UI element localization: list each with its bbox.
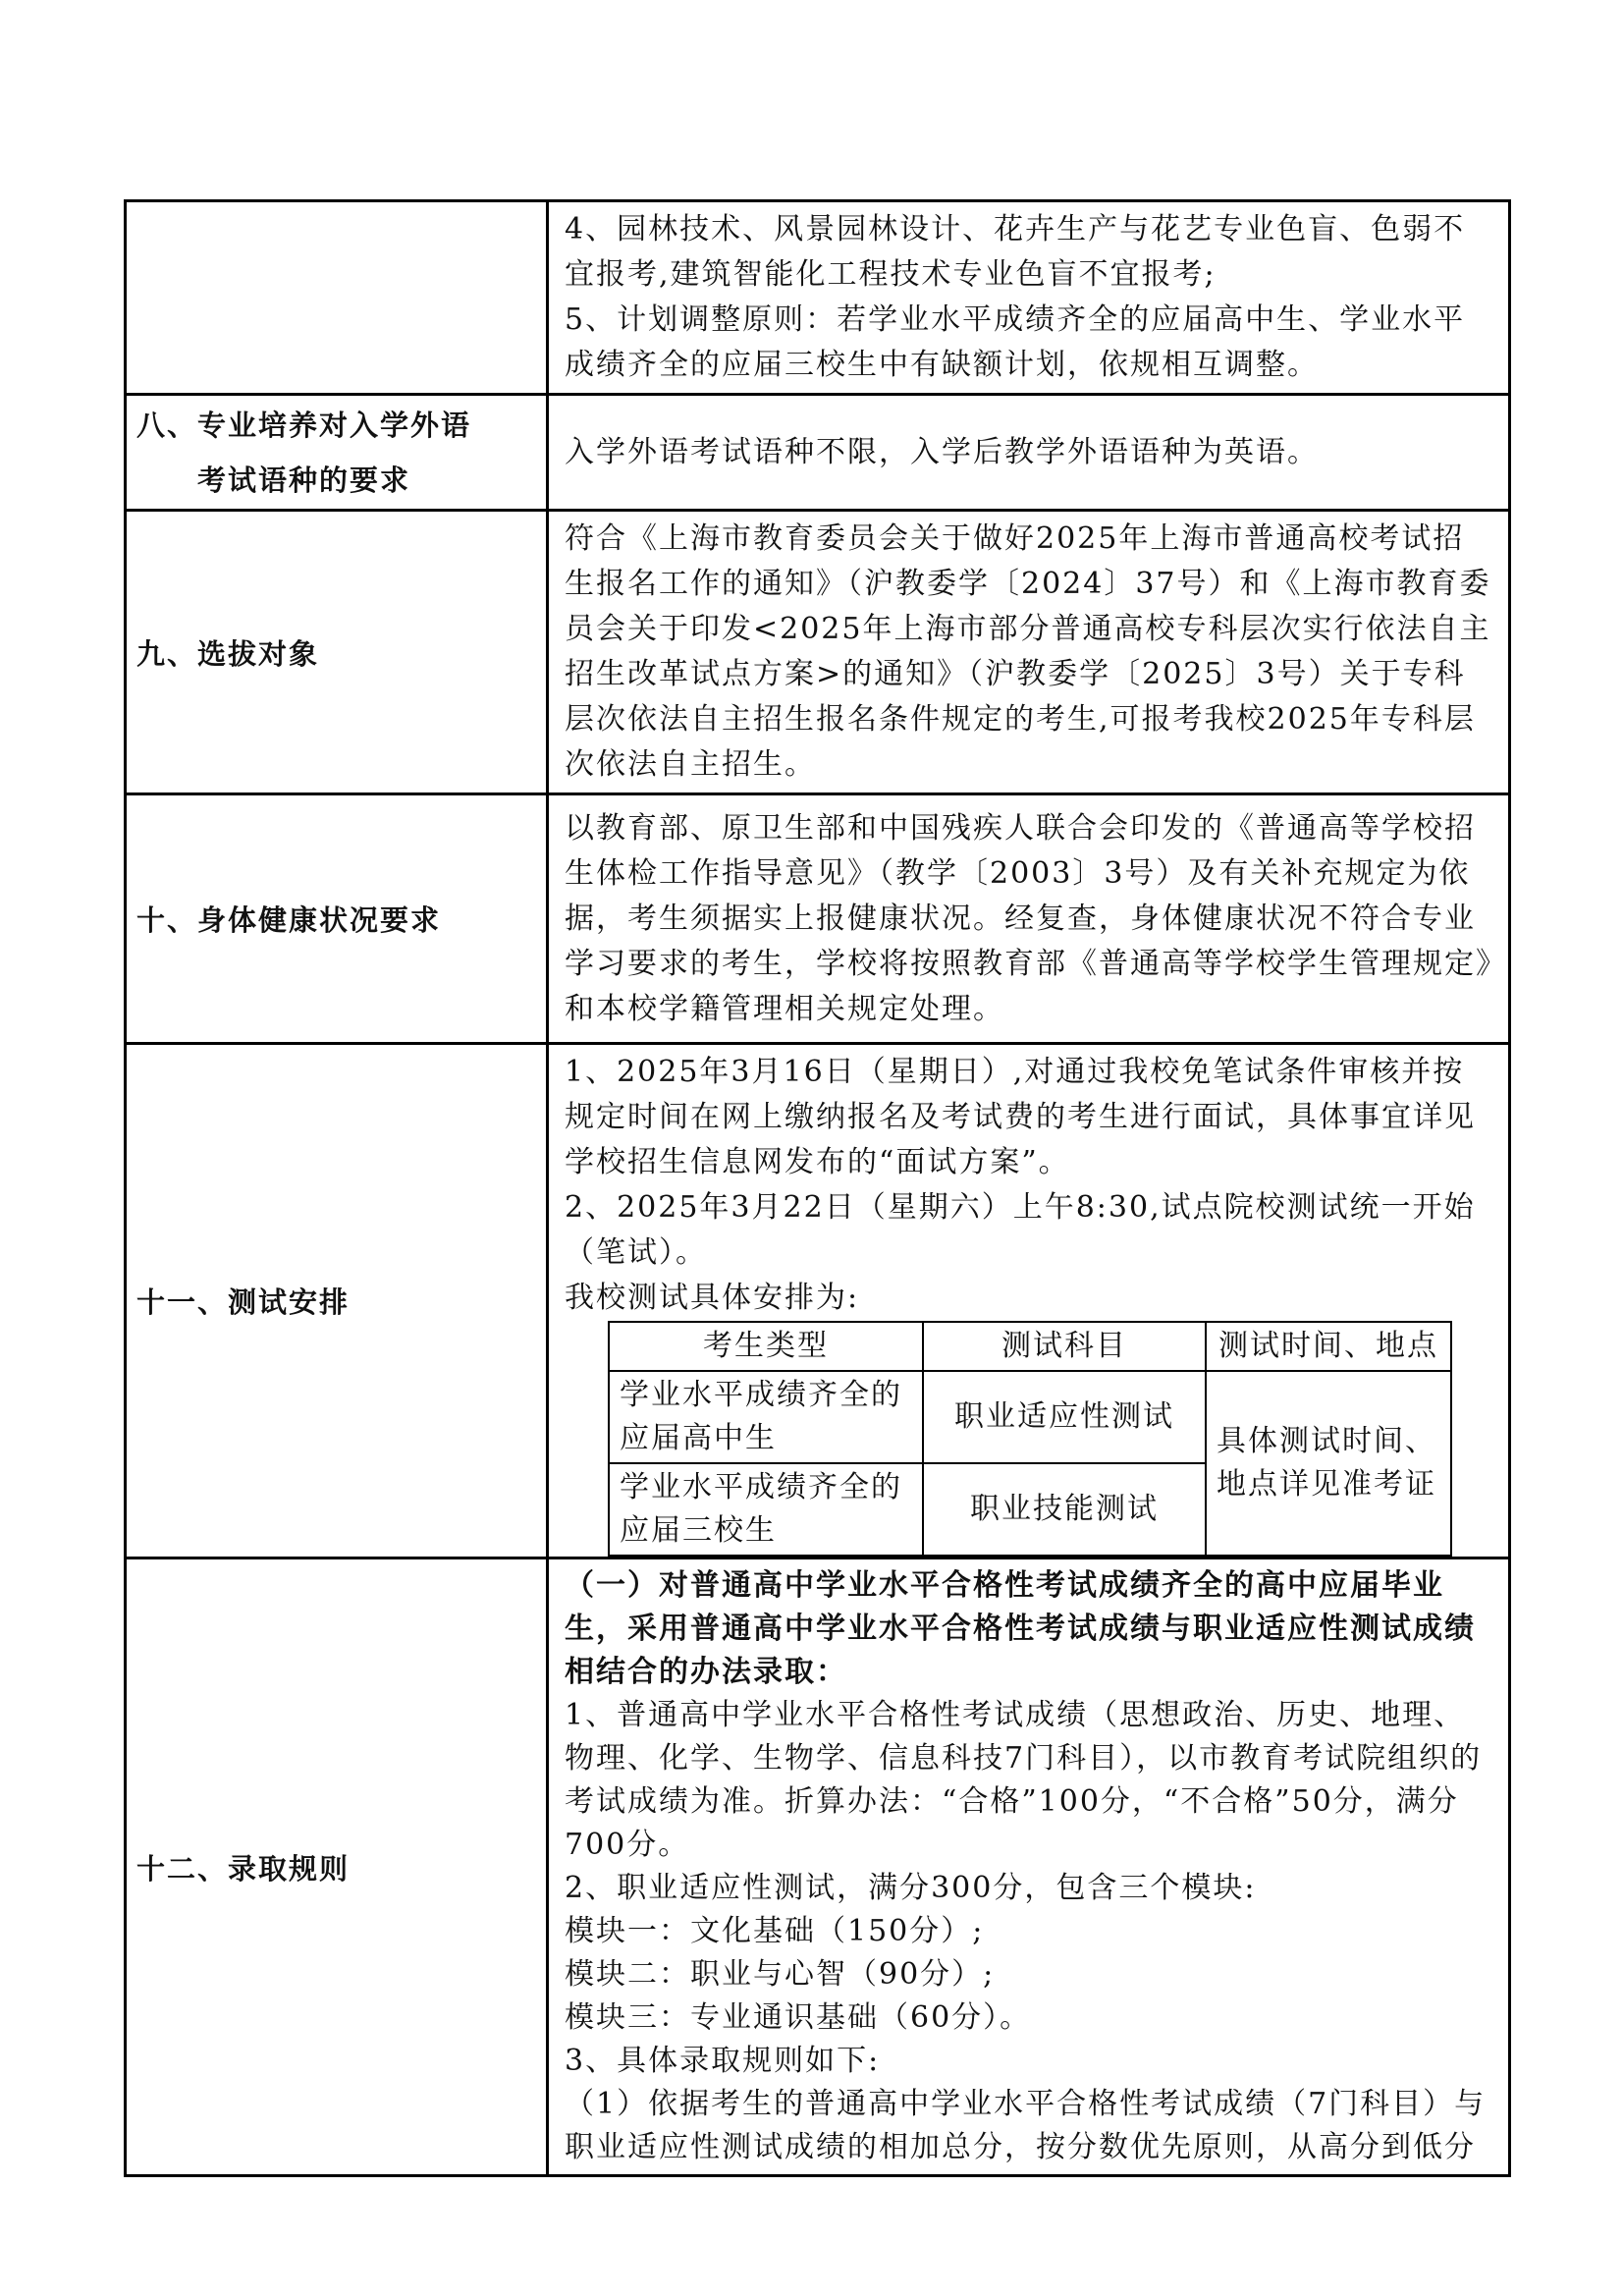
header-candidate-type: 考生类型 bbox=[609, 1322, 923, 1371]
content-line: 模块一：文化基础（150分）; bbox=[565, 1914, 985, 1948]
content-text: 2、2025年3月22日（星期六）上午8:30,试点院校测试统一开始（笔试）。 bbox=[565, 1190, 1476, 1270]
content-text: 以教育部、原卫生部和中国残疾人联合会印发的《普通高等学校招生体检工作指导意见》（教学〔2003〕3号）及有关补充规定为依据，考生须据实上报健康状况。经复查，身体健康状况不符合专业学习要求的考生，学校将按照教育部《普通高等学校学生管理规定》和本校学籍管理相关规定处理。 bbox=[565, 810, 1492, 1026]
content-line: （1）依据考生的普通高中学业水平合格性考试成绩（7门科目）与职业适应性测试成绩的相加总分，按分数优先原则，从高分到低分 bbox=[565, 2087, 1487, 2164]
row-label-selection-target: 九、选拔对象 bbox=[126, 511, 548, 794]
cell-candidate-type: 学业水平成绩齐全的应届高中生 bbox=[609, 1371, 923, 1463]
table-row-foreign-language bbox=[126, 395, 1510, 511]
label-line: 考试语种的要求 bbox=[197, 463, 411, 497]
table-row-test-arrangement bbox=[126, 1044, 1510, 1558]
content-line: 4、园林技术、风景园林设计、花卉生产与花艺专业色盲、色弱不宜报考,建筑智能化工程技术专业色盲不宜报考; bbox=[565, 212, 1466, 292]
content-line: 2、职业适应性测试，满分300分，包含三个模块: bbox=[565, 1871, 1257, 1905]
table-row-selection-target bbox=[126, 511, 1510, 794]
row-label-health-requirements: 十、身体健康状况要求 bbox=[126, 794, 548, 1044]
table-row-continuation bbox=[126, 201, 1510, 395]
content-text: 1、2025年3月16日（星期日）,对通过我校免笔试条件审核并按规定时间在网上缴纳报名及考试费的考生进行面试，具体事宜详见学校招生信息网发布的“面试方案”。 bbox=[565, 1055, 1476, 1179]
row-content-test-arrangement bbox=[548, 1044, 1510, 1558]
content-text: 入学外语考试语种不限，入学后教学外语语种为英语。 bbox=[565, 434, 1319, 469]
row-label-admission-rules: 十二、录取规则 bbox=[126, 1558, 548, 2176]
table-row bbox=[609, 1371, 1451, 1463]
content-text: 我校测试具体安排为: bbox=[565, 1281, 860, 1315]
row-content-selection-target bbox=[548, 511, 1510, 794]
table-row-health-requirements bbox=[126, 794, 1510, 1044]
table-row-admission-rules bbox=[126, 1558, 1510, 2176]
content-line: 1、普通高中学业水平合格性考试成绩（思想政治、历史、地理、物理、化学、生物学、信息科技7门科目），以市教育考试院组织的考试成绩为准。折算办法：“合格”100分，“不合格”50分，满分700分。 bbox=[565, 1698, 1483, 1862]
header-test-subject: 测试科目 bbox=[923, 1322, 1206, 1371]
cell-test-subject: 职业适应性测试 bbox=[923, 1371, 1206, 1463]
header-time-place: 测试时间、地点 bbox=[1206, 1322, 1451, 1371]
section-heading: （一）对普通高中学业水平合格性考试成绩齐全的高中应届毕业生，采用普通高中学业水平合格性考试成绩与职业适应性测试成绩相结合的办法录取： bbox=[565, 1568, 1476, 1689]
content-line: 模块三：专业通识基础（60分）。 bbox=[565, 2000, 1032, 2035]
row-content-admission-rules bbox=[548, 1558, 1510, 2176]
admission-rules-table bbox=[124, 199, 1511, 2177]
row-content-continuation bbox=[548, 201, 1510, 395]
row-content-foreign-language bbox=[548, 395, 1510, 511]
cell-time-place: 具体测试时间、地点详见准考证 bbox=[1206, 1371, 1451, 1556]
cell-candidate-type: 学业水平成绩齐全的应届三校生 bbox=[609, 1463, 923, 1556]
row-label-empty bbox=[126, 201, 548, 395]
content-line: 3、具体录取规则如下: bbox=[565, 2044, 881, 2078]
test-schedule-table bbox=[608, 1321, 1452, 1557]
content-line: 5、计划调整原则：若学业水平成绩齐全的应届高中生、学业水平成绩齐全的应届三校生中有缺额计划，依规相互调整。 bbox=[565, 302, 1466, 382]
content-line: 模块二：职业与心智（90分）; bbox=[565, 1957, 996, 1992]
row-content-health-requirements bbox=[548, 794, 1510, 1044]
row-label-test-arrangement: 十一、测试安排 bbox=[126, 1044, 548, 1558]
content-text: 符合《上海市教育委员会关于做好2025年上海市普通高校考试招生报名工作的通知》（沪教委学〔2024〕37号）和《上海市教育委员会关于印发<2025年上海市部分普通高校专科层次实行依法自主招生改革试点方案>的通知》（沪教委学〔2025〕3号）关于专科层次依法自主招生报名条件规定的考生,可报考我校2025年专科层次依法自主招生。 bbox=[565, 521, 1491, 782]
row-label-foreign-language bbox=[126, 395, 548, 511]
label-line: 八、专业培养对入学外语 bbox=[136, 408, 472, 442]
table-header-row bbox=[609, 1322, 1451, 1371]
cell-test-subject: 职业技能测试 bbox=[923, 1463, 1206, 1556]
